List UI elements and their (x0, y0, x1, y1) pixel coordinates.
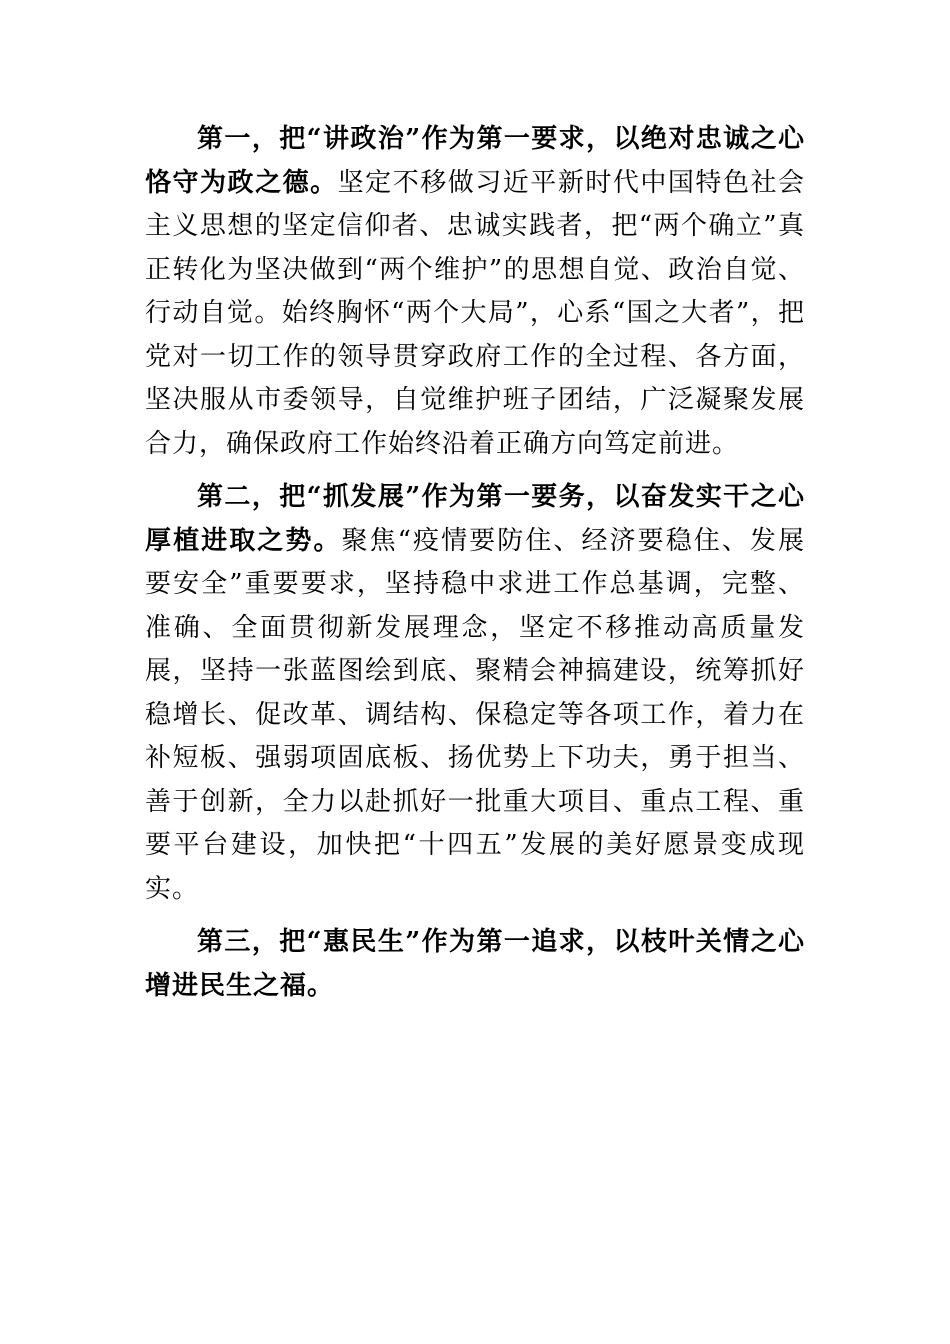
paragraph-first (145, 118, 805, 466)
paragraph-body: 聚焦“疫情要防住、经济要稳住、发展要安全”重要要求，坚持稳中求进工作总基调，完整、准确、全面贯彻新发展理念，坚定不移推动高质量发展，坚持一张蓝图绘到底、聚精会神搞建设，统筹抓好稳增长、促改革、调结构、保稳定等各项工作，着力在补短板、强弱项固底板、扬优势上下功夫，勇于担当、善于创新，全力以赴抓好一批重大项目、重点工程、重要平台建设，加快把“十四五”发展的美好愿景变成现实。 (145, 525, 805, 904)
paragraph-body: 坚定不移做习近平新时代中国特色社会主义思想的坚定信仰者、忠诚实践者，把“两个确立”真正转化为坚决做到“两个维护”的思想自觉、政治自觉、行动自觉。始终胸怀“两个大局”，心系“国之大者”，把党对一切工作的领导贯穿政府工作的全过程、各方面，坚决服从市委领导，自觉维护班子团结，广泛凝聚发展合力，确保政府工作始终沿着正确方向笃定前进。 (145, 167, 805, 459)
paragraph-lead: 第三，把“惠民生”作为第一追求，以枝叶关情之心增进民生之福。 (145, 927, 805, 1001)
paragraph-lead: 第二，把“抓发展”作为第一要务，以奋发实干之心厚植进取之势。 (145, 482, 805, 556)
paragraph-third (145, 921, 805, 1008)
paragraph-lead: 第一，把“讲政治”作为第一要求，以绝对忠诚之心恪守为政之德。 (145, 124, 805, 198)
paragraph-second (145, 476, 805, 911)
document-page (145, 118, 805, 1018)
